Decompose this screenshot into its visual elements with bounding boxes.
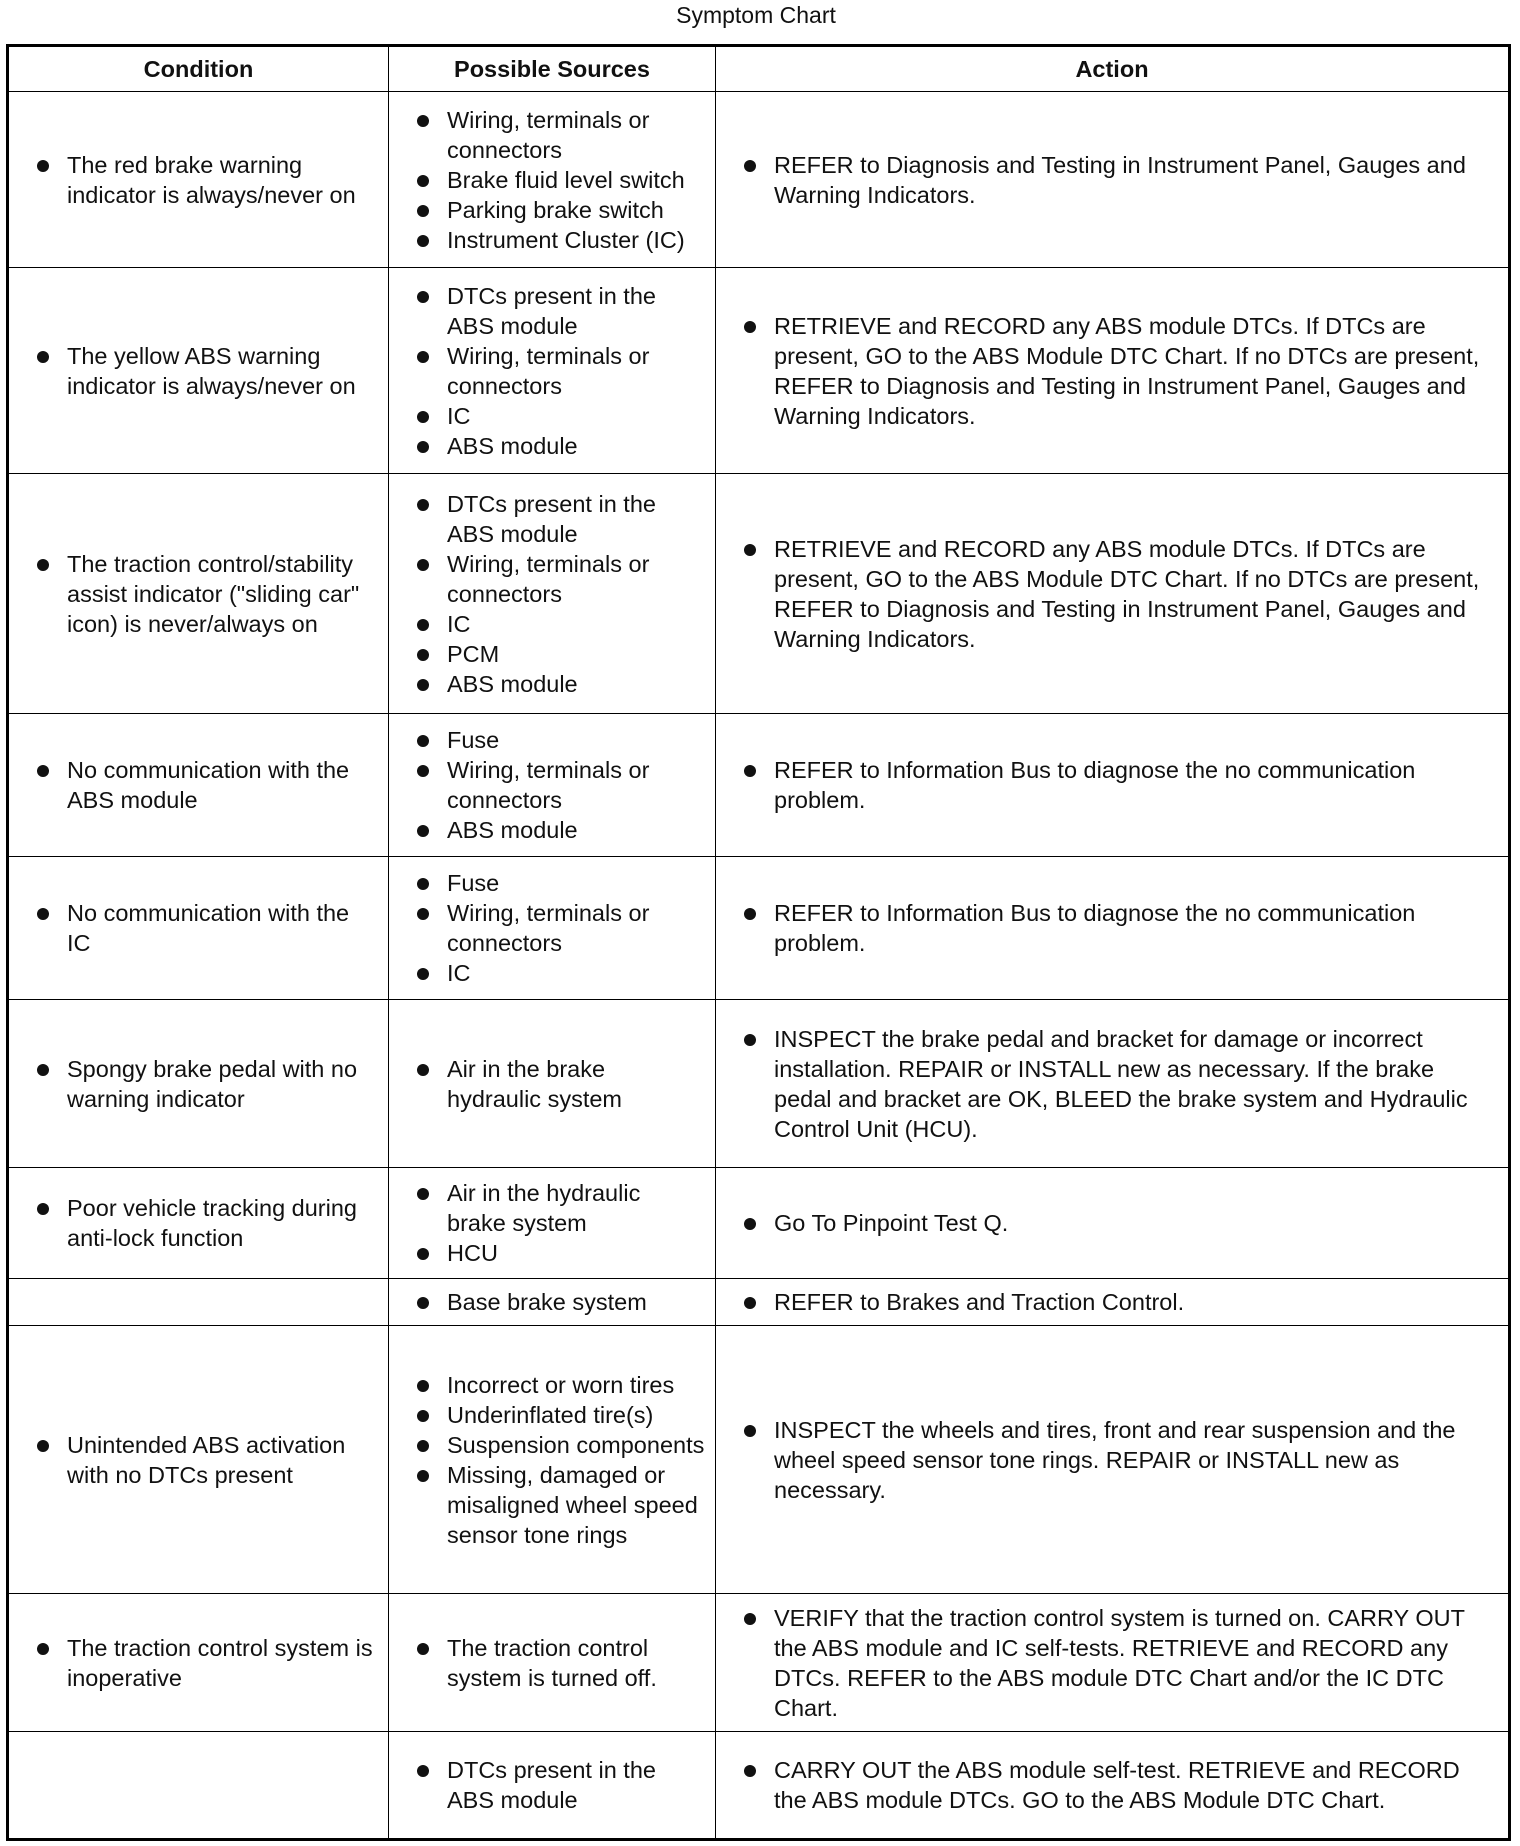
list-item [744,1603,1498,1723]
possible-sources-cell [389,92,716,268]
action-cell [716,1594,1510,1732]
sources-list [417,1633,705,1693]
list-item [417,755,705,815]
bullet-icon [417,235,429,247]
action-cell [716,268,1510,474]
condition-cell [8,474,389,714]
table-row [8,714,1510,857]
condition-cell [8,714,389,857]
action-cell [716,857,1510,1000]
list-item-text: IC [447,960,471,986]
list-item-text: The traction control/stability assist indicator ("sliding car" icon) is never/always on [67,550,360,637]
list-item [37,1054,376,1114]
action-cell [716,714,1510,857]
action-list [744,1415,1498,1505]
list-item [417,1054,705,1114]
list-item [37,150,376,210]
possible-sources-cell [389,857,716,1000]
list-item [417,165,705,195]
condition-header: Condition [8,46,389,92]
possible-sources-header: Possible Sources [389,46,716,92]
bullet-icon [744,1218,756,1230]
bullet-icon [37,1064,49,1076]
sources-list [417,1287,705,1317]
list-item-text: REFER to Information Bus to diagnose the no communication problem. [774,757,1416,813]
condition-list [37,1054,376,1114]
list-item [417,639,705,669]
list-item [417,489,705,549]
condition-list [37,150,376,210]
list-item-text: Unintended ABS activation with no DTCs present [67,1431,346,1488]
table-header-row [8,46,1510,92]
bullet-icon [417,679,429,691]
list-item-text: DTCs present in the ABS module [447,490,656,547]
list-item [417,868,705,898]
bullet-icon [417,735,429,747]
bullet-icon [744,1425,756,1437]
list-item-text: Spongy brake pedal with no warning indicator [67,1055,358,1112]
action-cell [716,474,1510,714]
condition-cell [8,92,389,268]
condition-cell [8,1168,389,1279]
list-item-text: ABS module [447,670,578,697]
table-row [8,1000,1510,1168]
bullet-icon [744,908,756,920]
list-item [37,755,376,815]
list-item-text: INSPECT the brake pedal and bracket for damage or incorrect installation. REPAIR or INSTALL new as necessary. If the brake pedal and bracket are OK, BLEED the brake system and Hydraulic Control Unit (HCU). [774,1025,1468,1142]
condition-list [37,898,376,958]
bullet-icon [417,825,429,837]
list-item [417,1460,705,1550]
bullet-icon [417,291,429,303]
list-item-text: Incorrect or worn tires [447,1371,675,1398]
bullet-icon [417,1643,429,1655]
list-item [417,1633,705,1693]
list-item-text: Wiring, terminals or connectors [447,900,650,956]
sources-list [417,1054,705,1114]
bullet-icon [744,160,756,172]
list-item [744,311,1498,431]
bullet-icon [417,1188,429,1200]
action-cell [716,1168,1510,1279]
action-cell [716,92,1510,268]
possible-sources-cell [389,1326,716,1594]
list-item-text: Wiring, terminals or connectors [447,106,650,163]
symptom-chart-table [6,44,1511,1841]
list-item [37,898,376,958]
list-item-text: No communication with the IC [67,900,350,956]
bullet-icon [744,1034,756,1046]
list-item [417,958,705,988]
list-item [417,401,705,431]
condition-cell [8,1000,389,1168]
list-item-text: VERIFY that the traction control system is turned on. CARRY OUT the ABS module and IC self-tests. RETRIEVE and RECORD any DTCs. REFER to the ABS module DTC Chart and/or the IC DTC Chart. [774,1604,1465,1721]
bullet-icon [417,175,429,187]
list-item [417,431,705,461]
list-item-text: Wiring, terminals or connectors [447,757,650,813]
possible-sources-cell [389,1279,716,1326]
bullet-icon [417,1440,429,1452]
bullet-icon [417,1064,429,1076]
sources-list [417,868,705,988]
list-item [417,549,705,609]
condition-list [37,755,376,815]
list-item [37,549,376,639]
action-cell [716,1326,1510,1594]
list-item [744,1024,1498,1144]
bullet-icon [417,559,429,571]
list-item [417,725,705,755]
list-item-text: Fuse [447,727,500,753]
action-cell [716,1279,1510,1326]
list-item-text: Fuse [447,870,500,896]
bullet-icon [417,1297,429,1309]
list-item [37,1430,376,1490]
sources-list [417,489,705,699]
list-item-text: DTCs present in the ABS module [447,282,656,339]
bullet-icon [744,321,756,333]
bullet-icon [417,1410,429,1422]
table-row [8,1326,1510,1594]
list-item [744,1415,1498,1505]
list-item-text: RETRIEVE and RECORD any ABS module DTCs. If DTCs are present, GO to the ABS Module DTC Chart. If no DTCs are present, REFER to Diagnosis and Testing in Instrument Panel, Gauges and Warning Indicators. [774,312,1480,429]
table-row [8,1594,1510,1732]
bullet-icon [417,878,429,890]
bullet-icon [37,1643,49,1655]
list-item-text: Poor vehicle tracking during anti-lock function [67,1195,357,1251]
sources-list [417,1370,705,1550]
bullet-icon [417,619,429,631]
list-item-text: The traction control system is inoperative [67,1634,373,1691]
table-row [8,92,1510,268]
list-item-text: Suspension components [447,1431,705,1458]
list-item-text: The red brake warning indicator is always/never on [67,151,356,208]
list-item-text: IC [447,610,471,637]
list-item-text: ABS module [447,817,578,843]
list-item-text: INSPECT the wheels and tires, front and rear suspension and the wheel speed sensor tone rings. REPAIR or INSTALL new as necessary. [774,1416,1456,1503]
action-list [744,1755,1498,1815]
list-item [744,1208,1498,1238]
list-item [744,755,1498,815]
list-item [417,1370,705,1400]
table-row [8,1732,1510,1840]
list-item [417,281,705,341]
bullet-icon [417,1765,429,1777]
list-item-text: The traction control system is turned off. [447,1634,657,1691]
list-item [417,1400,705,1430]
list-item-text: Instrument Cluster (IC) [447,226,685,253]
list-item-text: DTCs present in the ABS module [447,1757,656,1813]
sources-list [417,281,705,461]
action-list [744,150,1498,210]
bullet-icon [417,1248,429,1260]
bullet-icon [417,441,429,453]
list-item [417,1755,705,1815]
possible-sources-cell [389,1168,716,1279]
condition-list [37,1430,376,1490]
list-item [417,195,705,225]
table-row [8,857,1510,1000]
possible-sources-cell [389,268,716,474]
bullet-icon [37,559,49,571]
sources-list [417,1178,705,1268]
bullet-icon [417,765,429,777]
list-item [37,1193,376,1253]
list-item-text: REFER to Brakes and Traction Control. [774,1289,1185,1315]
list-item-text: Air in the brake hydraulic system [447,1055,622,1112]
list-item-text: No communication with the ABS module [67,757,350,813]
bullet-icon [37,908,49,920]
action-cell [716,1732,1510,1840]
list-item-text: CARRY OUT the ABS module self-test. RETRIEVE and RECORD the ABS module DTCs. GO to the ABS Module DTC Chart. [774,1757,1460,1813]
bullet-icon [744,1613,756,1625]
list-item-text: ABS module [447,432,578,459]
list-item-text: Wiring, terminals or connectors [447,342,650,399]
list-item [417,225,705,255]
bullet-icon [37,1440,49,1452]
list-item [417,1430,705,1460]
bullet-icon [417,1470,429,1482]
possible-sources-cell [389,714,716,857]
action-list [744,534,1498,654]
table-row [8,268,1510,474]
list-item-text: PCM [447,640,500,667]
action-list [744,898,1498,958]
bullet-icon [744,1765,756,1777]
bullet-icon [417,1380,429,1392]
list-item [37,1633,376,1693]
condition-list [37,1633,376,1693]
list-item-text: REFER to Information Bus to diagnose the no communication problem. [774,900,1416,956]
action-list [744,1287,1498,1317]
bullet-icon [37,160,49,172]
list-item [417,669,705,699]
condition-list [37,549,376,639]
condition-cell [8,857,389,1000]
bullet-icon [417,908,429,920]
condition-cell [8,1279,389,1326]
action-cell [716,1000,1510,1168]
possible-sources-cell [389,474,716,714]
list-item [417,898,705,958]
condition-cell [8,1594,389,1732]
possible-sources-cell [389,1000,716,1168]
list-item-text: Brake fluid level switch [447,166,685,193]
sources-list [417,1755,705,1815]
action-list [744,311,1498,431]
table-row [8,1279,1510,1326]
list-item-text: Base brake system [447,1289,647,1315]
bullet-icon [417,499,429,511]
condition-cell [8,1732,389,1840]
bullet-icon [417,115,429,127]
list-item-text: IC [447,402,471,429]
list-item-text: REFER to Diagnosis and Testing in Instrument Panel, Gauges and Warning Indicators. [774,151,1466,208]
bullet-icon [417,968,429,980]
bullet-icon [744,544,756,556]
bullet-icon [37,351,49,363]
bullet-icon [417,649,429,661]
condition-cell [8,1326,389,1594]
bullet-icon [744,1297,756,1309]
list-item [417,609,705,639]
list-item-text: RETRIEVE and RECORD any ABS module DTCs. If DTCs are present, GO to the ABS Module DTC Chart. If no DTCs are present, REFER to Diagnosis and Testing in Instrument Panel, Gauges and Warning Indicators. [774,535,1480,652]
list-item [417,105,705,165]
list-item [744,150,1498,210]
bullet-icon [744,765,756,777]
list-item-text: Underinflated tire(s) [447,1401,654,1428]
table-row [8,474,1510,714]
page-title: Symptom Chart [676,2,836,28]
condition-list [37,1193,376,1253]
bullet-icon [417,351,429,363]
list-item [744,898,1498,958]
list-item [37,341,376,401]
possible-sources-cell [389,1732,716,1840]
bullet-icon [37,765,49,777]
action-list [744,1208,1498,1238]
list-item-text: The yellow ABS warning indicator is always/never on [67,342,356,399]
list-item [417,815,705,845]
list-item-text: Parking brake switch [447,196,664,223]
possible-sources-cell [389,1594,716,1732]
list-item [417,1238,705,1268]
list-item [417,1178,705,1238]
list-item [744,1755,1498,1815]
list-item [417,1287,705,1317]
bullet-icon [417,411,429,423]
list-item-text: Wiring, terminals or connectors [447,550,650,607]
condition-cell [8,268,389,474]
table-row [8,1168,1510,1279]
condition-list [37,341,376,401]
list-item-text: Go To Pinpoint Test Q. [774,1210,1009,1236]
action-list [744,755,1498,815]
bullet-icon [417,205,429,217]
action-list [744,1024,1498,1144]
list-item [744,534,1498,654]
list-item [744,1287,1498,1317]
sources-list [417,725,705,845]
action-header: Action [716,46,1510,92]
bullet-icon [37,1203,49,1215]
list-item-text: Missing, damaged or misaligned wheel speed sensor tone rings [447,1461,698,1548]
action-list [744,1603,1498,1723]
list-item [417,341,705,401]
list-item-text: HCU [447,1240,498,1266]
sources-list [417,105,705,255]
list-item-text: Air in the hydraulic brake system [447,1180,641,1236]
